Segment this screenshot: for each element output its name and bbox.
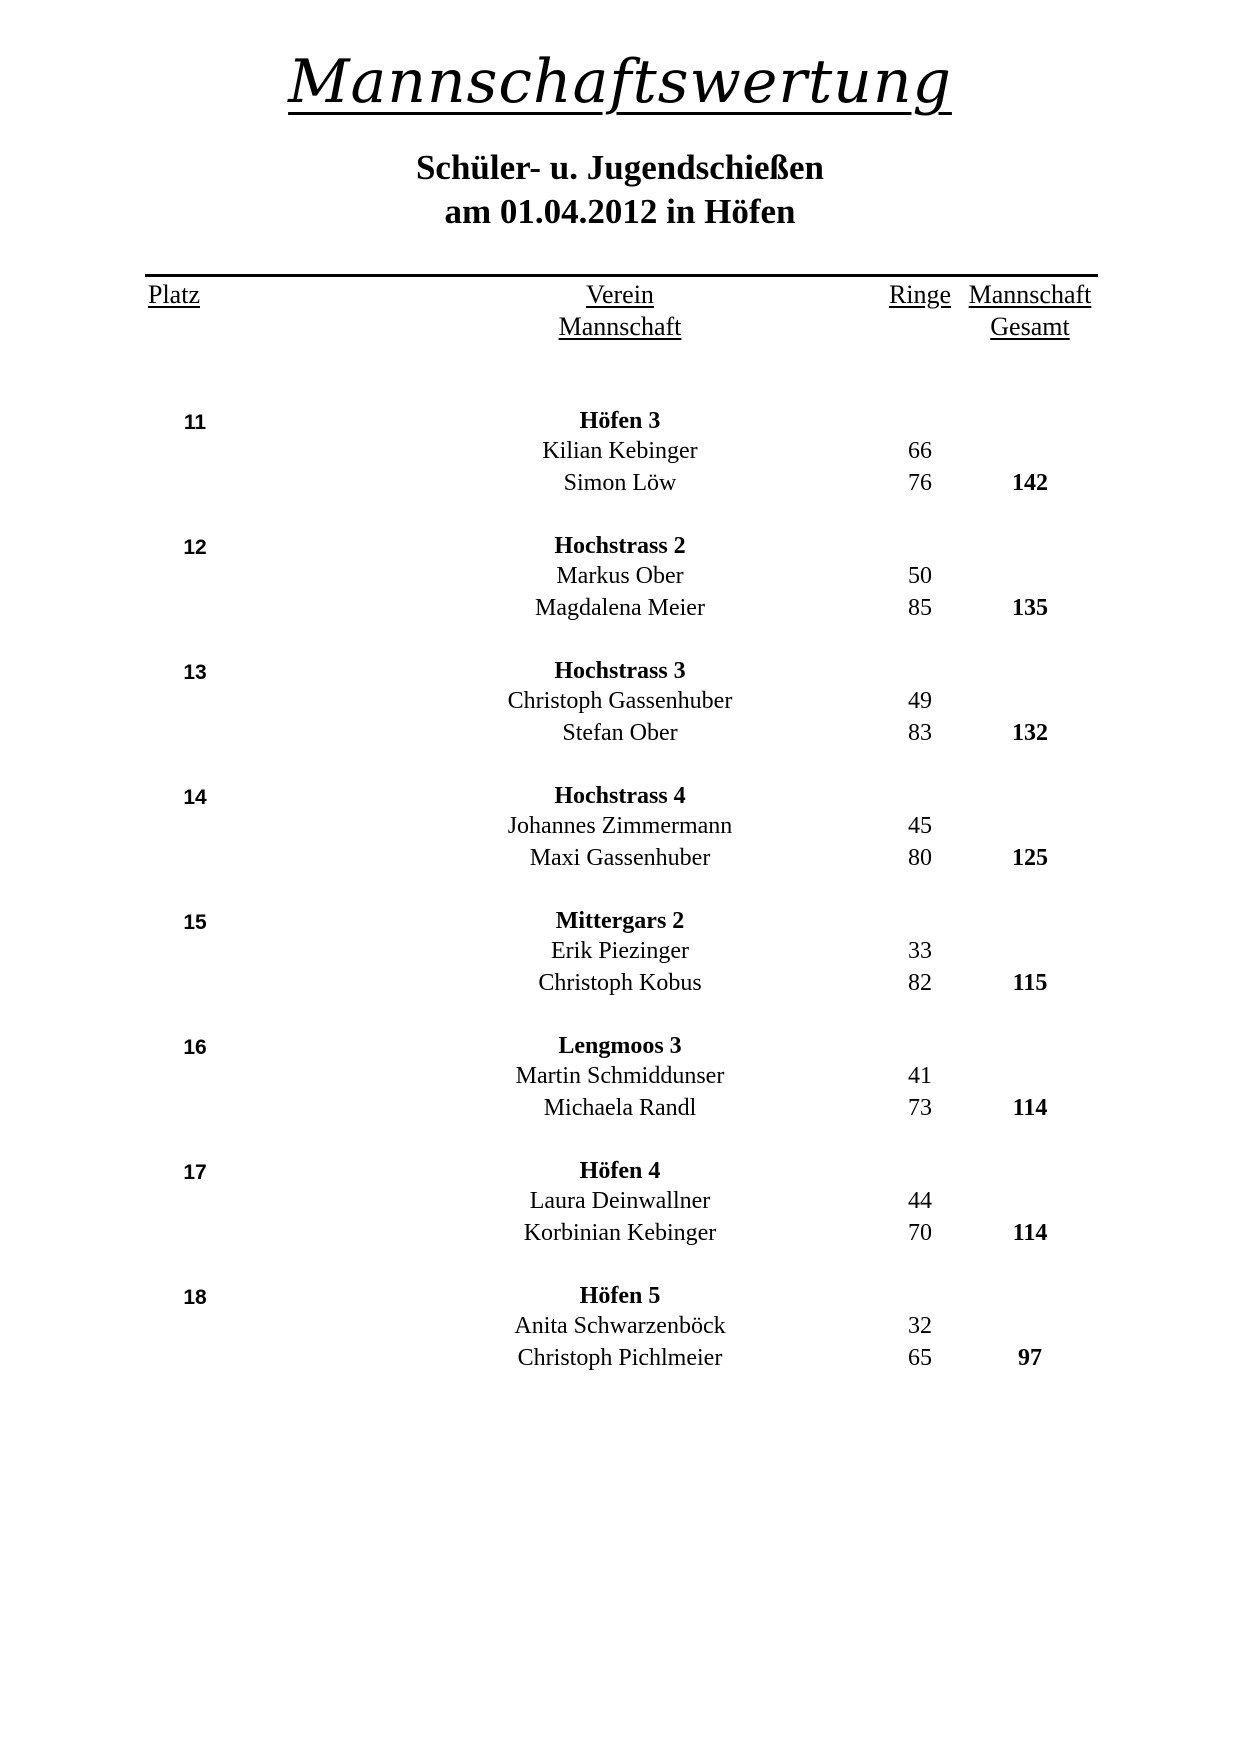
- team-total: 97: [1018, 1345, 1042, 1371]
- column-header-platz: Platz: [148, 280, 200, 309]
- team-place: 16: [183, 1036, 207, 1059]
- member-rings: 65: [908, 1345, 932, 1371]
- member-rings: 32: [908, 1313, 932, 1339]
- team-place: 12: [183, 536, 207, 559]
- subtitle-date-location: am 01.04.2012 in Höfen: [444, 192, 796, 231]
- column-header-verein: Verein: [586, 280, 654, 309]
- member-name: Korbinian Kebinger: [523, 1220, 717, 1246]
- member-name: Stefan Ober: [562, 720, 678, 746]
- column-header-gesamt: Gesamt: [990, 312, 1070, 341]
- team-total: 125: [1012, 845, 1048, 871]
- team-name: Hochstrass 4: [554, 783, 686, 809]
- member-rings: 49: [908, 688, 932, 714]
- team-entry: [0, 1279, 1240, 1404]
- member-name: Markus Ober: [556, 563, 684, 589]
- team-ranking-list: [0, 404, 1240, 1404]
- team-entry: [0, 1029, 1240, 1154]
- team-entry: [0, 654, 1240, 779]
- team-total: 142: [1012, 470, 1048, 496]
- member-name: Martin Schmiddunser: [515, 1063, 725, 1089]
- team-entry: [0, 404, 1240, 529]
- member-rings: 70: [908, 1220, 932, 1246]
- team-entry: [0, 904, 1240, 1029]
- member-rings: 85: [908, 595, 932, 621]
- team-name: Höfen 5: [579, 1283, 661, 1309]
- column-header-mannschaft: Mannschaft: [558, 312, 682, 341]
- page-title: [0, 42, 1240, 122]
- team-place: 18: [183, 1286, 207, 1309]
- team-name: Höfen 4: [579, 1158, 661, 1184]
- team-total: 114: [1012, 1095, 1048, 1121]
- column-header-ringe: Ringe: [888, 280, 952, 309]
- team-name: Höfen 3: [579, 408, 661, 434]
- page-title-text: Mannschaftswertung: [288, 47, 952, 117]
- team-place: 11: [183, 411, 207, 434]
- team-total: 132: [1012, 720, 1048, 746]
- team-name: Hochstrass 2: [554, 533, 686, 559]
- member-rings: 50: [908, 563, 932, 589]
- team-entry: [0, 779, 1240, 904]
- team-place: 17: [183, 1161, 207, 1184]
- team-entry: [0, 1154, 1240, 1279]
- team-name: Hochstrass 3: [554, 658, 686, 684]
- team-total: 135: [1012, 595, 1048, 621]
- member-rings: 45: [908, 813, 932, 839]
- team-place: 13: [183, 661, 207, 684]
- member-rings: 83: [908, 720, 932, 746]
- member-name: Michaela Randl: [543, 1095, 697, 1121]
- member-name: Maxi Gassenhuber: [529, 845, 711, 871]
- column-header-mannschaft-total: Mannschaft: [968, 280, 1092, 309]
- member-name: Christoph Kobus: [538, 970, 702, 996]
- member-rings: 76: [908, 470, 932, 496]
- member-name: Erik Piezinger: [551, 938, 689, 964]
- member-rings: 44: [908, 1188, 932, 1214]
- member-name: Laura Deinwallner: [529, 1188, 711, 1214]
- member-name: Johannes Zimmermann: [507, 813, 733, 839]
- subtitle-event: Schüler- u. Jugendschießen: [415, 148, 825, 187]
- team-total: 114: [1012, 1220, 1048, 1246]
- member-name: Anita Schwarzenböck: [514, 1313, 726, 1339]
- member-name: Kilian Kebinger: [542, 438, 698, 464]
- member-rings: 82: [908, 970, 932, 996]
- team-place: 15: [183, 911, 207, 934]
- header-divider: [145, 274, 1098, 277]
- member-rings: 80: [908, 845, 932, 871]
- team-name: Mittergars 2: [555, 908, 685, 934]
- team-place: 14: [183, 786, 207, 809]
- member-rings: 73: [908, 1095, 932, 1121]
- member-name: Magdalena Meier: [535, 595, 705, 621]
- team-entry: [0, 529, 1240, 654]
- member-rings: 66: [908, 438, 932, 464]
- member-name: Christoph Gassenhuber: [507, 688, 733, 714]
- member-name: Simon Löw: [563, 470, 677, 496]
- team-name: Lengmoos 3: [558, 1033, 682, 1059]
- member-rings: 33: [908, 938, 932, 964]
- member-name: Christoph Pichlmeier: [517, 1345, 723, 1371]
- member-rings: 41: [908, 1063, 932, 1089]
- team-total: 115: [1012, 970, 1048, 996]
